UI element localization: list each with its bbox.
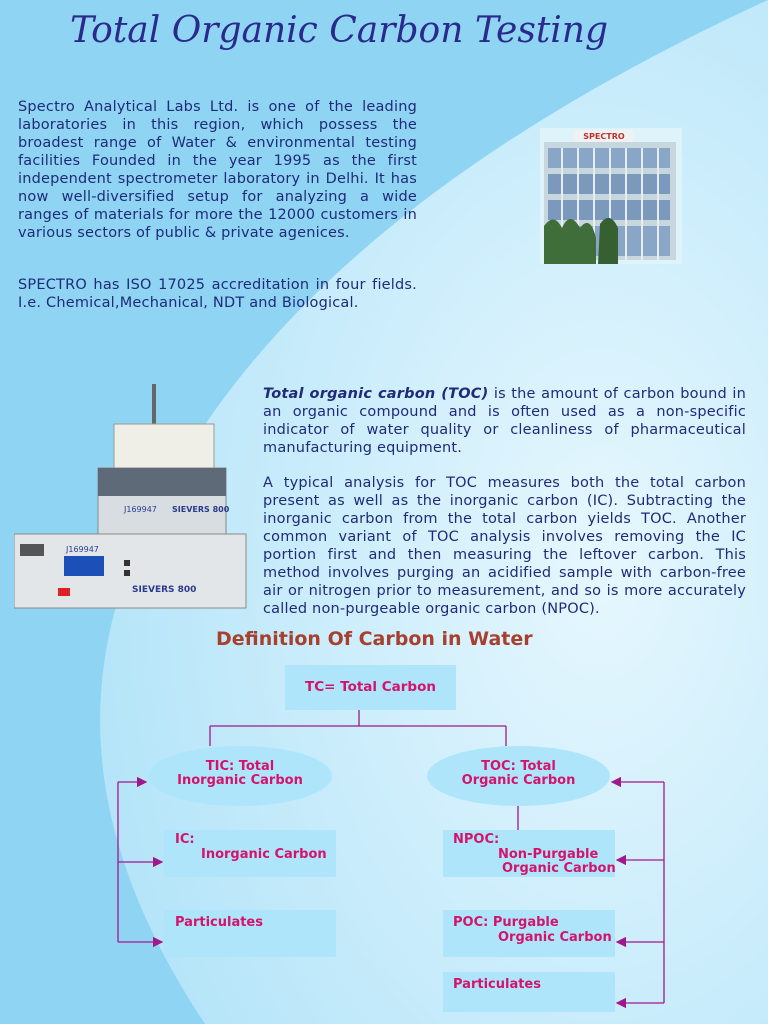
particulates-left: Particulates: [175, 915, 263, 930]
poc-line2: Organic Carbon: [498, 930, 612, 945]
ic-box: [164, 830, 336, 877]
toc-line2: Organic Carbon: [461, 773, 576, 788]
poc-box: [443, 910, 615, 957]
tic-ellipse: [148, 746, 332, 806]
particulates-right-box: [443, 972, 615, 1012]
particulates-right: Particulates: [453, 977, 541, 992]
building-sign-text: SPECTRO: [583, 132, 625, 141]
analyzer-top-tag: J169947: [124, 505, 157, 514]
npoc-line1: NPOC:: [453, 832, 500, 847]
tic-line1: TIC: Total: [205, 759, 275, 774]
intro-paragraph: Spectro Analytical Labs Ltd. is one of the leading laboratories in this region, which possess the broadest range of Water & environmental testing facilities Founded in the year 1995 as the first independent spectrometer laboratory in Delhi. It has now well-diversified setup for analyzing a wide ranges of materials for more the 12000 customers in various sectors of public & private agenices.: [18, 99, 417, 241]
definition-heading: Definition Of Carbon in Water: [216, 628, 533, 650]
toc-ellipse: [427, 746, 610, 806]
toc-line1: TOC: Total: [481, 759, 556, 774]
analyzer-bottom-label: SIEVERS 800: [132, 585, 197, 595]
npoc-line2: Non-Purgable: [498, 847, 599, 862]
tic-line2: Inorganic Carbon: [177, 773, 303, 788]
page-title: Total Organic Carbon Testing: [69, 10, 609, 51]
accreditation-paragraph: SPECTRO has ISO 17025 accreditation in four fields. I.e. Chemical,Mechanical, NDT and Biological.: [18, 277, 417, 311]
poc-line1: POC: Purgable: [453, 915, 559, 930]
ic-line2: Inorganic Carbon: [201, 847, 327, 862]
toc-term: Total organic carbon (TOC): [263, 386, 489, 402]
toc-definition: is the amount of carbon bound in an organic compound and is often used as a non-specific indicator of water quality or cleanliness of pharmaceutical manufacturing equipment.: [263, 386, 746, 456]
particulates-left-box: [164, 910, 336, 957]
toc-analysis-paragraph: A typical analysis for TOC measures both the total carbon present as well as the inorganic carbon (IC). Subtracting the inorganic carbon from the total carbon yields TOC. Another common variant of TOC analysis involves removing the IC portion first and then measuring the leftover carbon. This method involves purging an acidified sample with carbon-free air or nitrogen prior to measurement, and so is more accurately called non-purgeable organic carbon (NPOC).: [263, 475, 746, 617]
npoc-line3: Organic Carbon: [502, 861, 616, 876]
ic-line1: IC:: [175, 832, 195, 847]
tc-box: TC= Total Carbon: [285, 665, 456, 710]
analyzer-bottom-tag: J169947: [66, 545, 99, 554]
npoc-box: [443, 830, 615, 877]
analyzer-top-label: SIEVERS 800: [172, 505, 230, 514]
